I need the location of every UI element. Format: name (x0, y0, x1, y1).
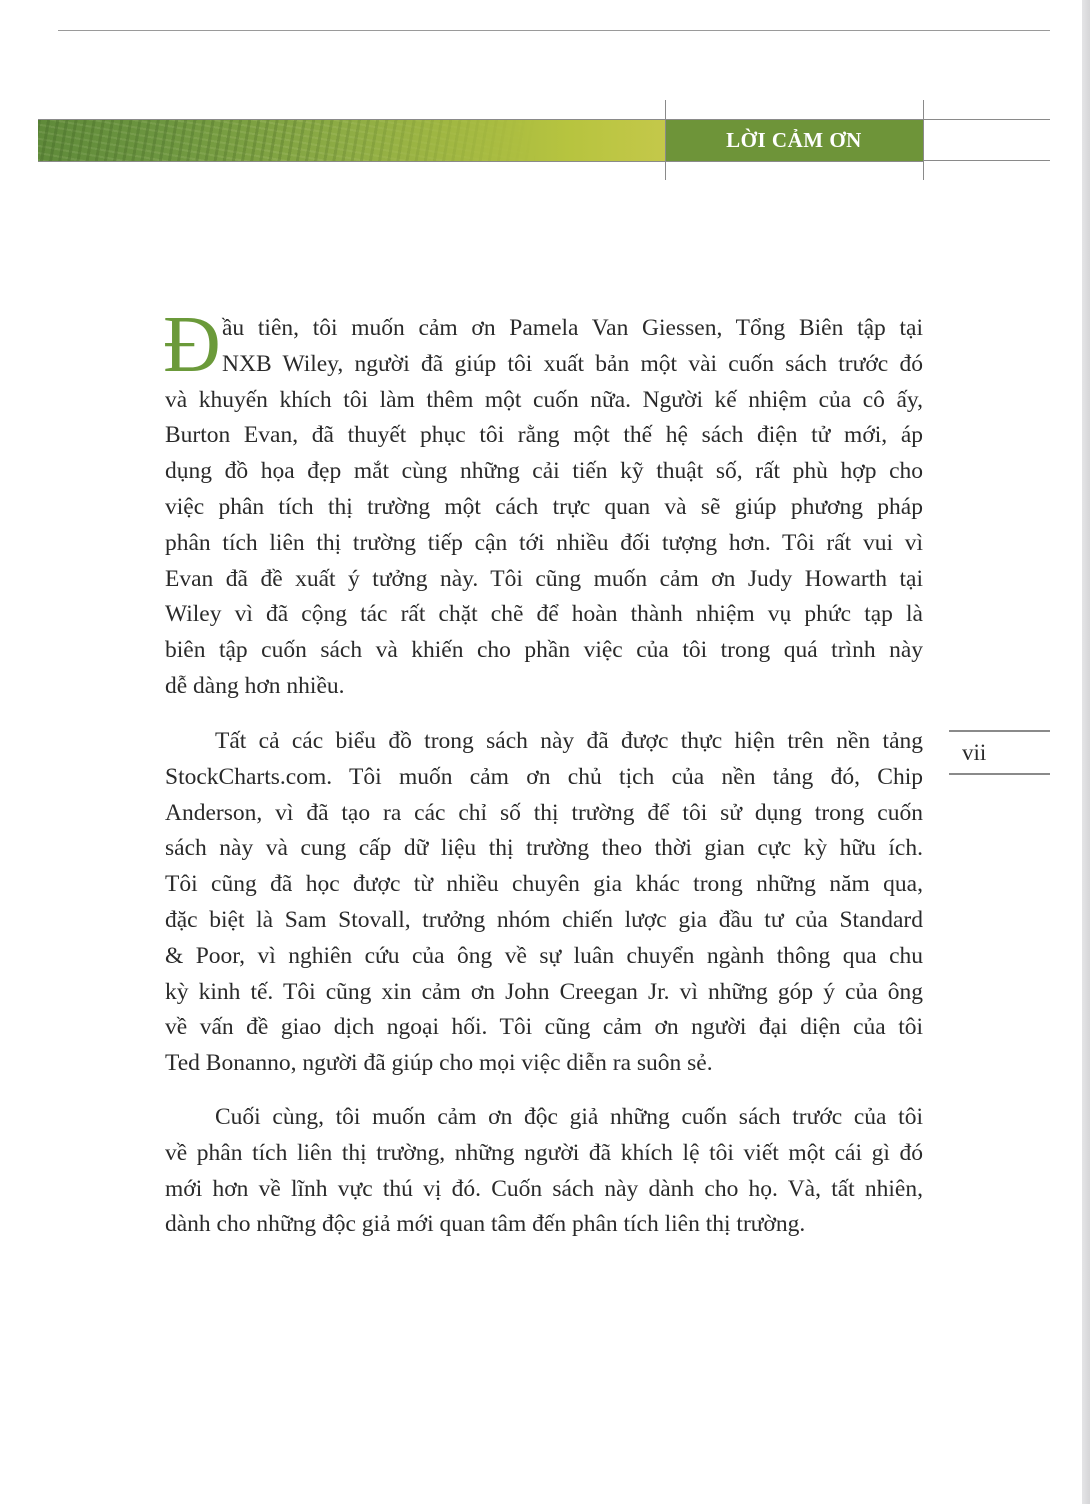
text-line: biên tập cuốn sách và khiến cho phần việc của tôi trong quá trình này (165, 637, 923, 664)
text-line: phân tích liên thị trường tiếp cận tới nhiều đối tượng hơn. Tôi rất vui vì (165, 529, 923, 556)
header-divider-left (665, 100, 666, 180)
text-line: dụng đồ họa đẹp mắt cùng những cải tiến kỹ thuật số, rất phù hợp cho (165, 458, 923, 485)
text-line: NXB Wiley, người đã giúp tôi xuất bản một vài cuốn sách trước đó (222, 350, 923, 377)
text-line: dành cho những độc giả mới quan tâm đến phân tích liên thị trường. (165, 1211, 806, 1238)
text-line: Anderson, vì đã tạo ra các chỉ số thị trường để tôi sử dụng trong cuốn (165, 799, 923, 826)
text-line: StockCharts.com. Tôi muốn cảm ơn chủ tịch của nền tảng đó, Chip (165, 763, 923, 790)
text-line: đặc biệt là Sam Stovall, trưởng nhóm chiến lược gia đầu tư của Standard (165, 906, 923, 933)
text-line: Ted Bonanno, người đã giúp cho mọi việc diễn ra suôn sẻ. (165, 1050, 713, 1077)
text-line: việc phân tích thị trường một cách trực quan và sẽ giúp phương pháp (165, 493, 923, 520)
drop-cap: Đ (163, 301, 221, 389)
text-line: ầu tiên, tôi muốn cảm ơn Pamela Van Giessen, Tổng Biên tập tại (222, 315, 923, 341)
text-line: Tôi cũng đã học được từ nhiều chuyên gia khác trong những năm qua, (165, 871, 923, 898)
text-line: Burton Evan, đã thuyết phục tôi rằng một thế hệ sách điện tử mới, áp (165, 422, 923, 449)
header-banner-texture (38, 119, 665, 162)
header-rule-top (923, 119, 1050, 120)
top-rule (58, 30, 1050, 31)
text-line: sách này và cung cấp dữ liệu thị trường theo thời gian cực kỳ hữu ích. (165, 835, 923, 862)
text-line: và khuyến khích tôi làm thêm một cuốn nữa. Người kế nhiệm của cô ấy, (165, 386, 923, 413)
header-divider-right (923, 100, 924, 180)
text-line: về phân tích liên thị trường, những người đã khích lệ tôi viết một cái gì đó (165, 1139, 923, 1166)
chapter-title: LỜI CẢM ƠN (665, 119, 923, 162)
header-rule-bottom (923, 160, 1050, 161)
text-line: Tất cả các biểu đồ trong sách này đã được thực hiện trên nền tảng (215, 728, 923, 754)
paragraph-3 (165, 1100, 923, 1243)
page-number: vii (962, 740, 987, 765)
text-line: Evan đã đề xuất ý tưởng này. Tôi cũng muốn cảm ơn Judy Howarth tại (165, 565, 923, 592)
page-edge (1082, 0, 1090, 1504)
text-line: kỳ kinh tế. Tôi cũng xin cảm ơn John Creegan Jr. vì những góp ý của ông (165, 978, 923, 1005)
text-line: về vấn đề giao dịch ngoại hối. Tôi cũng cảm ơn người đại diện của tôi (165, 1014, 923, 1041)
text-line: dễ dàng hơn nhiều. (165, 672, 345, 699)
page-number-rule-bottom (949, 773, 1050, 775)
text-line: mới hơn về lĩnh vực thú vị đó. Cuốn sách này dành cho họ. Và, tất nhiên, (165, 1175, 923, 1202)
paragraph-1 (163, 301, 923, 705)
text-line: & Poor, vì nghiên cứu của ông về sự luân chuyển ngành thông qua chu (165, 942, 923, 969)
text-line: Cuối cùng, tôi muốn cảm ơn độc giả những cuốn sách trước của tôi (215, 1104, 923, 1130)
text-line: Wiley vì đã cộng tác rất chặt chẽ để hoàn thành nhiệm vụ phức tạp là (165, 601, 923, 628)
paragraph-2 (165, 724, 923, 1082)
page-number-rule-top (949, 730, 1050, 732)
